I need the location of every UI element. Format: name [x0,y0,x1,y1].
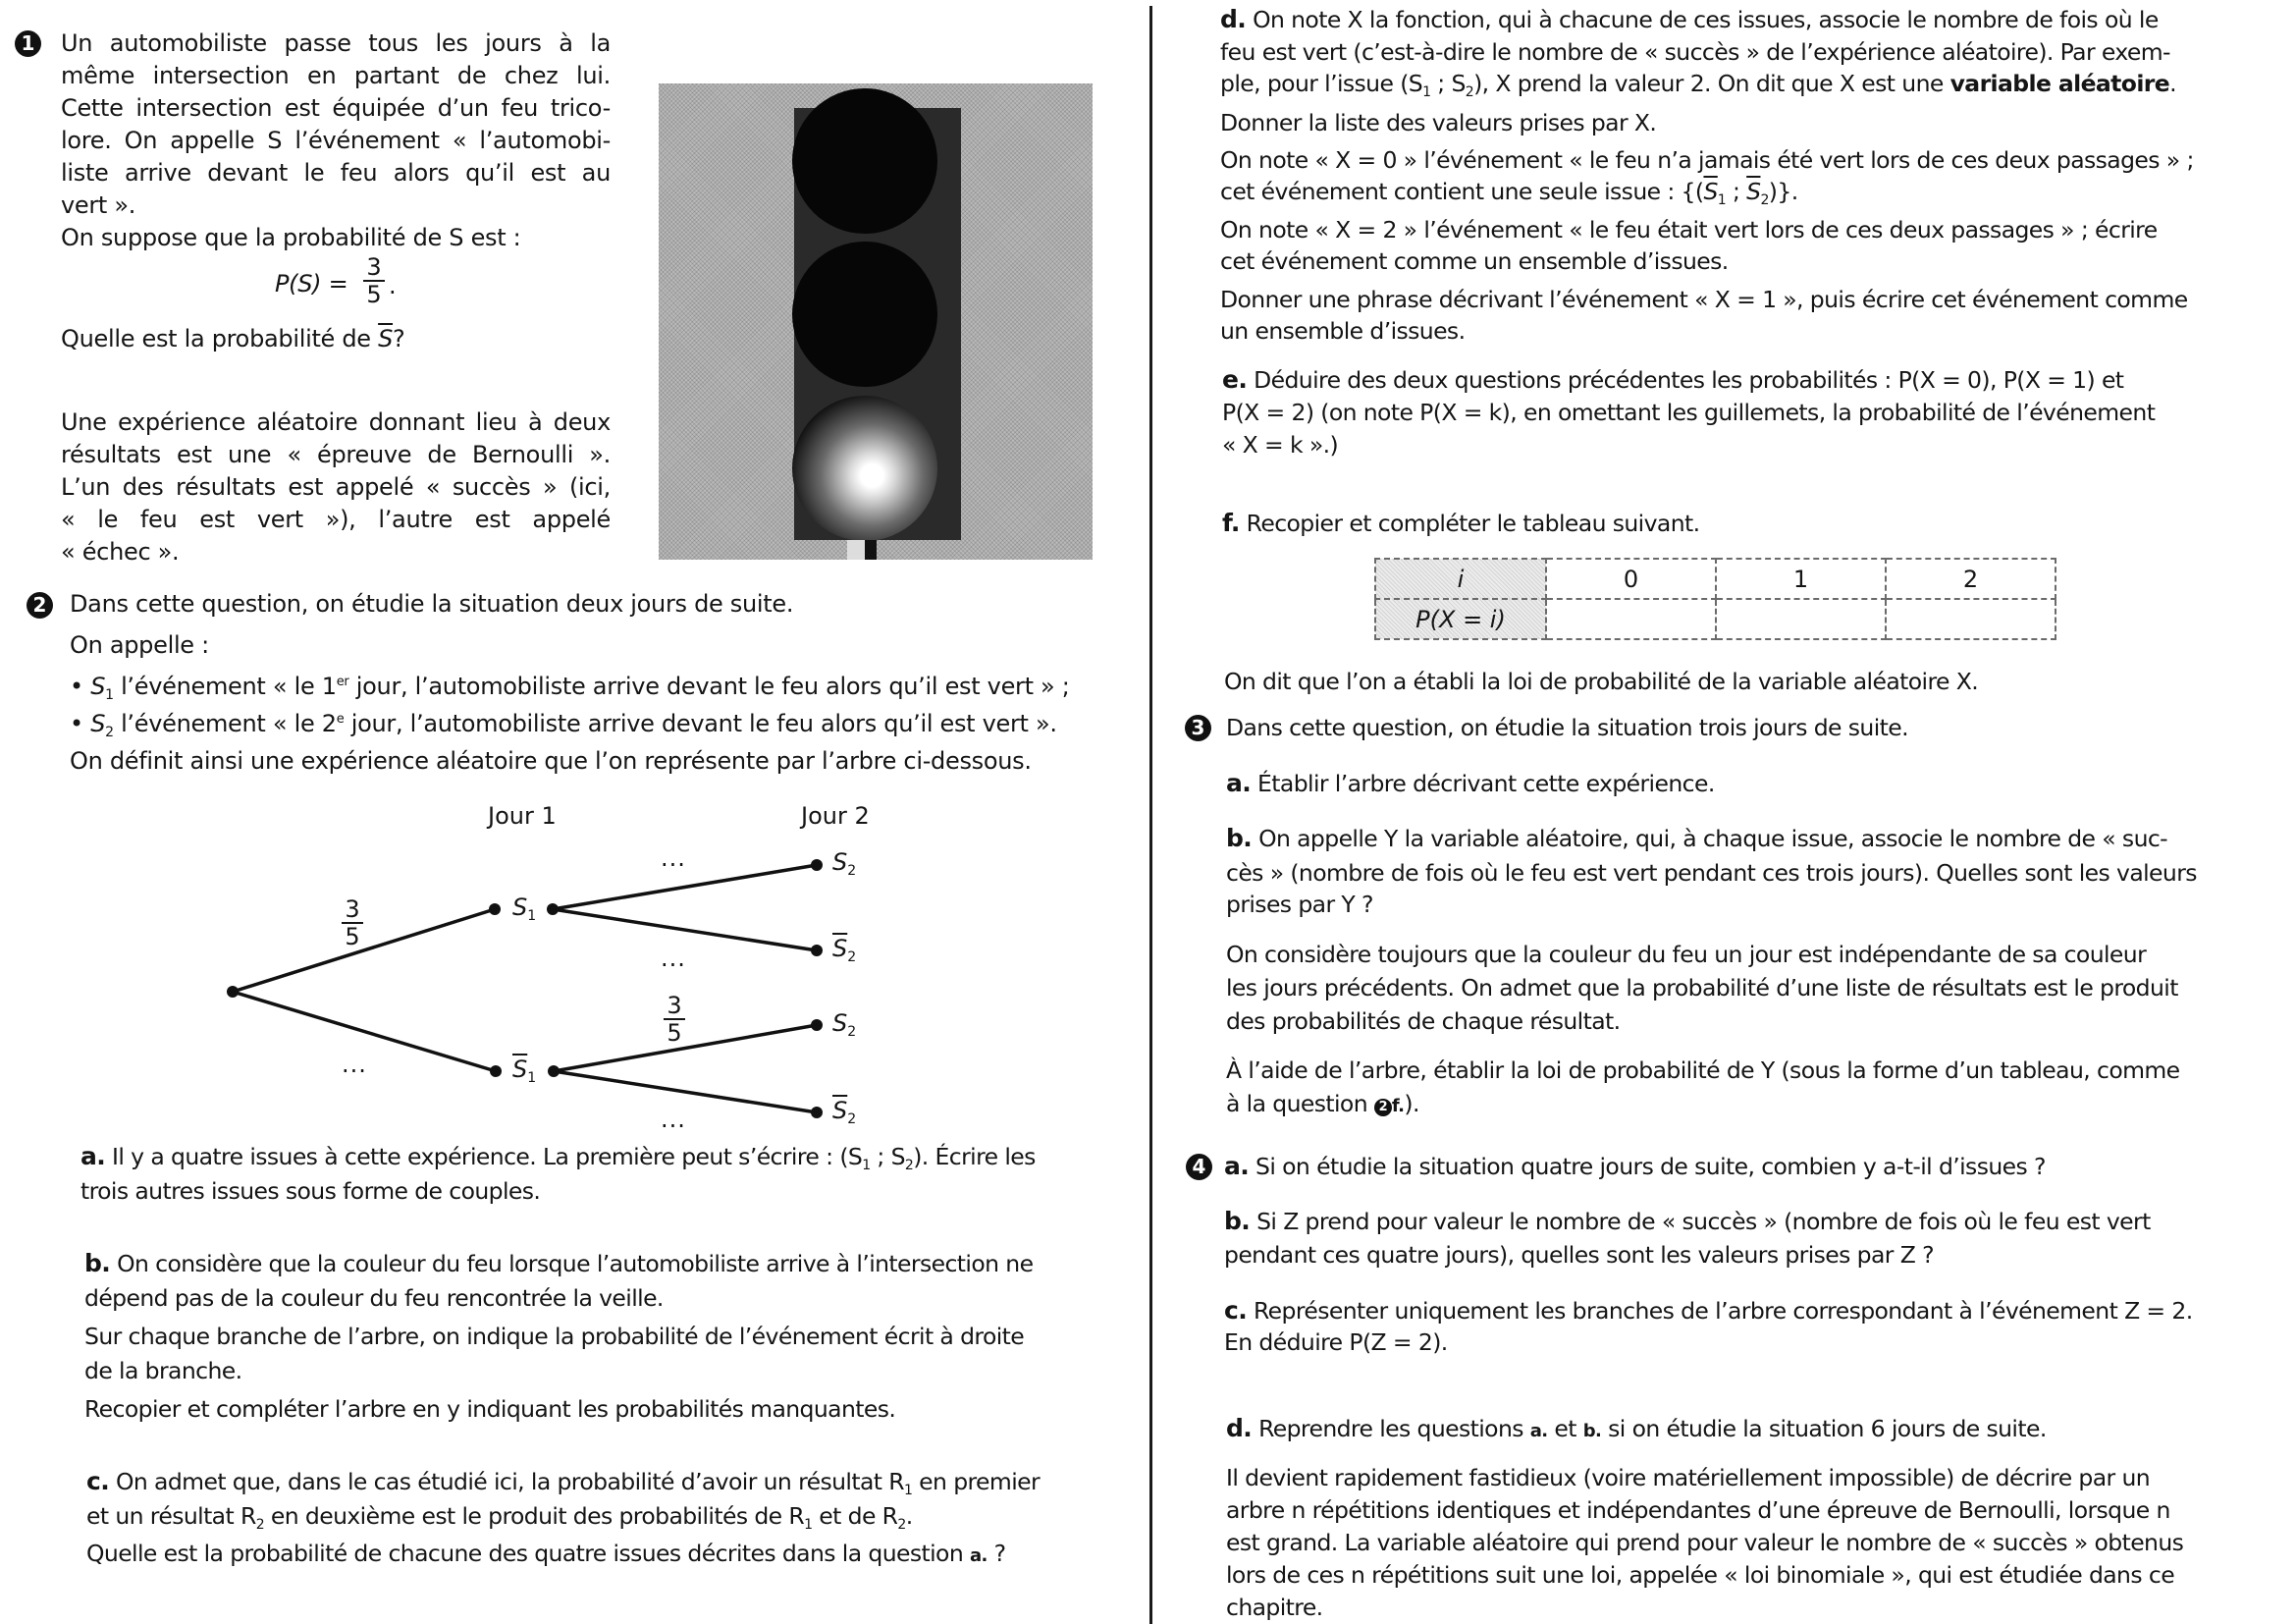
probability-tree [0,0,982,1178]
text: Si on étudie la situation quatre jours de suite, combien y a-t-il d’issues ? [1249,1153,2046,1180]
bullet-icon: • [70,673,91,700]
ex4-question-d [1226,1414,2047,1446]
question-ref-badge: 2 [1374,1099,1392,1116]
text: Représenter uniquement les branches de l’arbre correspondant à l’événement Z = 2. [1247,1297,2193,1325]
ex3-paragraph: des probabilités de chaque résultat. [1226,1007,1621,1035]
subscript: 2 [105,725,114,740]
symbol: S [512,893,528,921]
table-row [1375,599,2056,639]
ex4-closing-line: est grand. La variable aléatoire qui prend pour valeur le nombre de « succès » obtenus [1226,1529,2184,1556]
bernoulli-line: « le feu est vert »), l’autre est appelé [61,506,611,533]
text: à la question [1226,1090,1374,1117]
text: ; S [1430,70,1466,97]
formula-lhs: P(S) = [275,270,348,298]
table-cell-empty [1716,599,1886,639]
ex2-question-d-line: Donner une phrase décrivant l’événement « X = 1 », puis écrire cet événement comme [1220,286,2188,313]
question-mark: ? [393,325,405,352]
ex1-line: Un automobiliste passe tous les jours à la [61,29,611,57]
ex2-question-d [1220,5,2159,34]
symbol: S [832,1009,848,1037]
column-divider [1149,6,1152,1624]
ex2-question-d-line: ple, pour l’issue ($S_1$ ; $S_2$), X prend la valeur 2. On dit que X est une variable aléatoire. [1220,70,2177,100]
fraction-denominator: 5 [345,923,360,950]
table-cell-empty [1886,599,2056,639]
ex2-question-b-line: dépend pas de la couleur du feu rencontrée la veille. [84,1284,664,1312]
branch-prob-s1 [342,896,363,949]
text: On considère que la couleur du feu lorsque l’automobiliste arrive à l’intersection ne [110,1250,1034,1277]
ex4-closing-line: arbre n répétitions identiques et indépendantes d’une épreuve de Bernoulli, lorsque n [1226,1496,2170,1524]
text: On admet que, dans le cas étudié ici, la probabilité d’avoir un résultat R [109,1468,904,1495]
table-header-p: P(X = i) [1375,599,1546,639]
bold-term: variable aléatoire [1949,70,2170,97]
question-label: a. [1226,769,1252,797]
question-label: e. [1222,365,1248,394]
subscript: 1 [527,908,537,924]
symbol: S [90,710,106,737]
ex2-question-a: a. Il y a quatre issues à cette expérience. La première peut s’écrire : ($S_1$ ; $S_2$). Écrire les [80,1142,1036,1173]
formula-tail: . [389,272,397,299]
ex3-question-b [1226,824,2167,853]
fraction-numerator: 3 [363,254,385,282]
subscript: 1 [527,1070,537,1086]
exercise-4-badge: 4 [1186,1154,1212,1180]
ex4-closing-line: lors de ces n répétitions suit une loi, appelée « loi binomiale », qui est étudiée dans ce [1226,1561,2175,1589]
ex2-question-c-line [86,1539,1006,1571]
ex2-question-d-line: On note « X = 0 » l’événement « le feu n’a jamais été vert lors de ces deux passages » ; [1220,146,2194,174]
question-reference: b. [1582,1421,1602,1441]
text: en premier [912,1468,1041,1495]
ex3-intro: Dans cette question, on étudie la situation trois jours de suite. [1226,714,1908,741]
exercise-1-badge: 1 [15,30,41,57]
ex2-question-e-line: « X = k ».) [1222,431,1339,459]
symbol: $\overline{S}$ [832,935,848,962]
text: Quelle est la probabilité de chacune des quatre issues décrites dans la question [86,1540,970,1567]
text: jour, l’automobiliste arrive devant le feu alors qu’il est vert » ; [348,673,1070,700]
question-label: b. [1226,824,1253,852]
ex4-question-b [1224,1207,2151,1236]
ex4-closing-line: Il devient rapidement fastidieux (voire matériellement impossible) de décrire par un [1226,1464,2151,1491]
text: ), X prend la valeur 2. On dit que X est une [1473,70,1950,97]
tree-node-s2 [832,848,856,879]
text: si on étudie la situation 6 jours de suite. [1601,1415,2047,1442]
ex2-question-d-line: cet événement contient une seule issue : {($\overline{S}_1$ ; $\overline{S}_2$)}. [1220,178,1798,208]
symbol: $\overline{S}$ [832,1097,848,1124]
question-reference: a. [969,1545,988,1566]
ex2-intro: Dans cette question, on étudie la situation deux jours de suite. [70,590,794,618]
bullet-icon: • [70,710,91,737]
subscript: 1 [105,687,114,703]
text: l’événement « le 1 [113,673,337,700]
ex2-question-d-line: cet événement comme un ensemble d’issues. [1220,247,1729,275]
ex3-paragraph: On considère toujours que la couleur du feu un jour est indépendante de sa couleur [1226,941,2147,968]
text: ? [987,1540,1006,1567]
tree-node-s2 [832,1009,856,1040]
subscript: 2 [847,949,857,965]
question-reference: a. [1529,1421,1548,1441]
ex1-line: Cette intersection est équipée d’un feu trico- [61,94,611,122]
s-bar-symbol: $\overline{S}$ [378,325,394,352]
text: et un résultat R [86,1502,256,1530]
bernoulli-line: « échec ». [61,538,180,566]
symbol: $\overline{S}$ [512,1056,528,1083]
text: ). [1404,1090,1419,1117]
table-cell: 1 [1716,559,1886,599]
ex2-define: On définit ainsi une expérience aléatoire que l’on représente par l’arbre ci-dessous. [70,747,1032,775]
symbol: S [832,848,848,876]
ex2-question-d-line: un ensemble d’issues. [1220,317,1466,345]
ex2-question-e-line: P(X = 2) (on note P(X = k), en omettant les guillemets, la probabilité de l’événement [1222,399,2156,426]
text: ; S [870,1143,905,1170]
branch-prob-s1-bar-missing: ... [342,1051,367,1078]
question-label: d. [1220,5,1247,33]
question-label: b. [84,1249,111,1277]
ex2-question-e [1222,365,2123,395]
question-text: Quelle est la probabilité de [61,325,371,352]
ex3-paragraph [1226,1089,1419,1121]
text: . [905,1502,913,1530]
text: l’événement « le 2 [113,710,337,737]
text: Reprendre les questions [1252,1415,1530,1442]
ex2-appelle: On appelle : [70,631,209,659]
text: Établir l’arbre décrivant cette expérience. [1251,770,1715,797]
question-label: a. [1224,1152,1250,1180]
ex2-question-f [1222,509,1699,538]
ex2-question-d-line: On note « X = 2 » l’événement « le feu était vert lors de ces deux passages » ; écrire [1220,216,2158,244]
ex2-question-c: c. On admet que, dans le cas étudié ici, la probabilité d’avoir un résultat $R_1$ en premier [86,1467,1041,1498]
probability-table [1374,558,2056,640]
table-cell-empty [1546,599,1716,639]
fraction-denominator: 5 [667,1019,682,1047]
ex4-question-a [1224,1152,2046,1181]
text: . [2169,70,2177,97]
ex2-question-a-line2: trois autres issues sous forme de couples. [80,1177,541,1205]
ex1-line: même intersection en partant de chez lui. [61,62,611,89]
text: Déduire des deux questions précédentes les probabilités : P(X = 0), P(X = 1) et [1247,366,2124,394]
table-row [1375,559,2056,599]
text: ple, pour l’issue (S [1220,70,1423,97]
branch-prob-missing: ... [661,844,686,872]
ex1-line: lore. On appelle S l’événement « l’automobi- [61,127,611,154]
table-cell: 0 [1546,559,1716,599]
subscript: 2 [847,1111,857,1127]
ex1-line: vert ». [61,191,136,219]
tree-node-s1-bar [512,1056,536,1086]
text: en deuxième est le produit des probabilités de R [264,1502,805,1530]
ex2-question-b [84,1249,1033,1278]
text: et de R [812,1502,898,1530]
ex2-question-c-line: et un résultat $R_2$ en deuxième est le produit des probabilités de $R_1$ et de $R_2$. [86,1502,913,1533]
superscript: er [336,675,349,689]
text: On note X la fonction, qui à chacune de ces issues, associe le nombre de fois où le [1246,6,2159,33]
ex3-question-b-line: prises par Y ? [1226,891,1373,918]
ex3-paragraph: À l’aide de l’arbre, établir la loi de probabilité de Y (sous la forme d’un tableau, comme [1226,1056,2180,1084]
text: On appelle Y la variable aléatoire, qui, à chaque issue, associe le nombre de « suc- [1252,825,2168,852]
superscript: e [336,712,345,727]
text: Recopier et compléter le tableau suivant. [1239,510,1700,537]
ex3-paragraph: les jours précédents. On admet que la probabilité d’une liste de résultats est le produit [1226,974,2178,1001]
ex4-closing-line: chapitre. [1226,1594,1323,1621]
ex3-question-a [1226,769,1715,798]
text: ). Écrire les [913,1143,1036,1170]
question-label: d. [1226,1414,1253,1442]
text: jour, l’automobiliste arrive devant le feu alors qu’il est vert ». [344,710,1057,737]
ex2-question-d-line: Donner la liste des valeurs prises par X. [1220,109,1657,136]
fraction-denominator: 5 [366,281,382,308]
branch-prob-missing: ... [661,945,686,972]
text: )}. [1768,178,1798,205]
ex4-question-c [1224,1296,2193,1326]
ex3-question-b-line: cès » (nombre de fois où le feu est vert pendant ces trois jours). Quelles sont les valeurs [1226,859,2197,887]
question-label: f. [1222,509,1240,537]
text: cet événement contient une seule issue : {( [1220,178,1704,205]
bernoulli-line: L’un des résultats est appelé « succès » (ici, [61,473,611,501]
question-label: c. [1224,1296,1248,1325]
fraction-numerator: 3 [342,896,363,924]
tree-header-jour1: Jour 1 [488,802,557,830]
ex2-question-b-line: Sur chaque branche de l’arbre, on indique la probabilité de l’événement écrit à droite [84,1323,1025,1350]
bernoulli-line: résultats est une « épreuve de Bernoulli ». [61,441,611,468]
tree-node-s2-bar [832,1097,856,1127]
fraction-numerator: 3 [664,993,685,1020]
ex2-question-b-line: Recopier et compléter l’arbre en y indiquant les probabilités manquantes. [84,1395,896,1423]
table-header-i: i [1375,559,1546,599]
question-label: b. [1224,1207,1251,1235]
ex4-question-c-line: En déduire P(Z = 2). [1224,1328,1448,1356]
subscript: 2 [847,863,857,879]
exercise-2-badge: 2 [27,592,53,619]
question-ref-label: f. [1391,1096,1405,1116]
text: Il y a quatre issues à cette expérience. La première peut s’écrire : (S [105,1143,863,1170]
symbol: S [90,673,106,700]
tree-header-jour2: Jour 2 [801,802,870,830]
ex1-line: On suppose que la probabilité de S est : [61,224,521,251]
tree-node-s2-bar [832,935,856,965]
subscript: 2 [847,1024,857,1040]
text: et [1547,1415,1583,1442]
ex1-line: liste arrive devant le feu alors qu’il est au [61,159,611,187]
ex2-question-b-line: de la branche. [84,1357,242,1384]
table-cell: 2 [1886,559,2056,599]
question-label: c. [86,1467,110,1495]
bernoulli-line: Une expérience aléatoire donnant lieu à deux [61,408,611,436]
question-label: a. [80,1142,106,1170]
ex4-question-b-line: pendant ces quatre jours), quelles sont les valeurs prises par Z ? [1224,1241,1934,1269]
ex2-conclusion: On dit que l’on a établi la loi de probabilité de la variable aléatoire X. [1224,668,1979,695]
ex2-question-d-line: feu est vert (c’est-à-dire le nombre de « succès » de l’expérience aléatoire). Par exem- [1220,38,2170,66]
branch-prob-missing: ... [661,1106,686,1133]
text: ; [1726,178,1747,205]
text: Si Z prend pour valeur le nombre de « succès » (nombre de fois où le feu est vert [1250,1208,2151,1235]
branch-prob-s2 [664,993,685,1046]
tree-node-s1 [512,893,536,924]
exercise-3-badge: 3 [1185,715,1211,741]
